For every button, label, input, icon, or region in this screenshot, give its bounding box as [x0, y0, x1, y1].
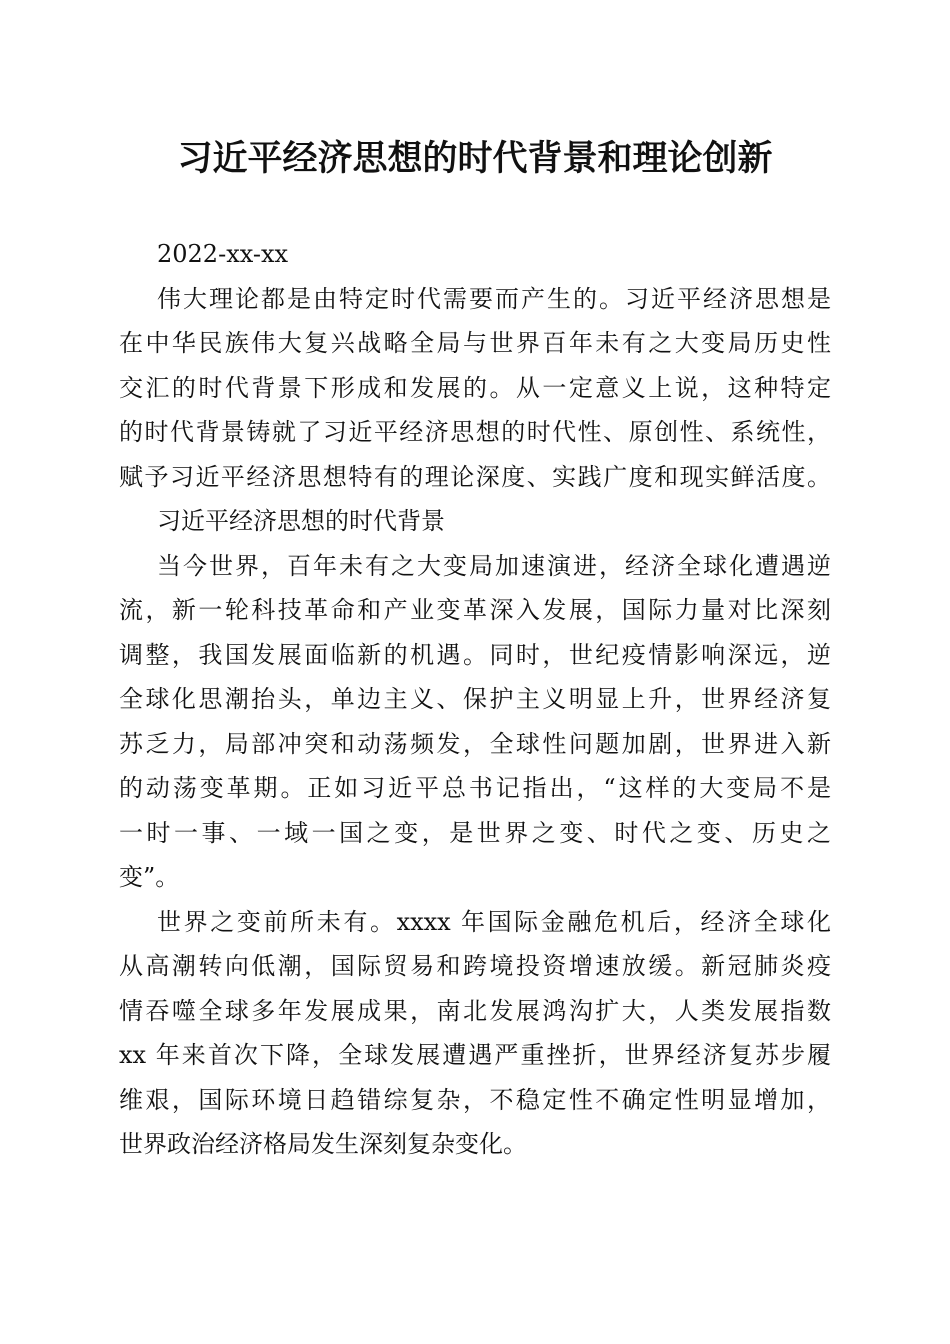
paragraph-line: 世界之变前所未有。xxxx 年国际金融危机后，经济全球化 [157, 907, 831, 936]
paragraph-line: 赋予习近平经济思想特有的理论深度、实践广度和现实鲜活度。 [119, 462, 831, 491]
paragraph-line: 当今世界，百年未有之大变局加速演进，经济全球化遭遇逆 [157, 551, 831, 580]
paragraph-line: 交汇的时代背景下形成和发展的。从一定意义上说，这种特定 [119, 373, 831, 402]
paragraph-line: 全球化思潮抬头，单边主义、保护主义明显上升，世界经济复 [119, 685, 831, 713]
paragraph-line: 从高潮转向低潮，国际贸易和跨境投资增速放缓。新冠肺炎疫 [119, 952, 831, 980]
paragraph-3 [119, 900, 831, 1167]
paragraph-line: 流，新一轮科技革命和产业变革深入发展，国际力量对比深刻 [119, 596, 831, 624]
paragraph-line: 世界政治经济格局发生深刻复杂变化。 [119, 1130, 527, 1158]
paragraph-line: 苏乏力，局部冲突和动荡频发，全球性问题加剧，世界进入新 [119, 729, 831, 758]
paragraph-line: 维艰，国际环境日趋错综复杂，不稳定性不确定性明显增加， [119, 1085, 831, 1114]
paragraph-line: 一时一事、一域一国之变，是世界之变、时代之变、历史之 [119, 818, 831, 847]
document-body [119, 232, 831, 1167]
paragraph-line: 在中华民族伟大复兴战略全局与世界百年未有之大变局历史性 [119, 329, 831, 357]
paragraph-1 [119, 277, 831, 500]
paragraph-2 [119, 544, 831, 900]
section-heading-text: 习近平经济思想的时代背景 [157, 507, 445, 535]
paragraph-line: 的动荡变革期。正如习近平总书记指出，“这样的大变局不是 [119, 774, 831, 802]
paragraph-line: 情吞噬全球多年发展成果，南北发展鸿沟扩大，人类发展指数 [119, 996, 831, 1025]
paragraph-line: xx 年来首次下降，全球发展遭遇严重挫折，世界经济复苏步履 [119, 1041, 831, 1069]
document-title: 习近平经济思想的时代背景和理论创新 [177, 138, 773, 179]
paragraph-line: 的时代背景铸就了习近平经济思想的时代性、原创性、系统性， [119, 418, 831, 446]
paragraph-line: 变”。 [119, 863, 180, 891]
paragraph-line: 调整，我国发展面临新的机遇。同时，世纪疫情影响深远，逆 [119, 640, 831, 669]
document-date: 2022-xx-xx [157, 240, 289, 268]
section-heading [119, 499, 831, 544]
paragraph-line: 伟大理论都是由特定时代需要而产生的。习近平经济思想是 [157, 284, 831, 313]
